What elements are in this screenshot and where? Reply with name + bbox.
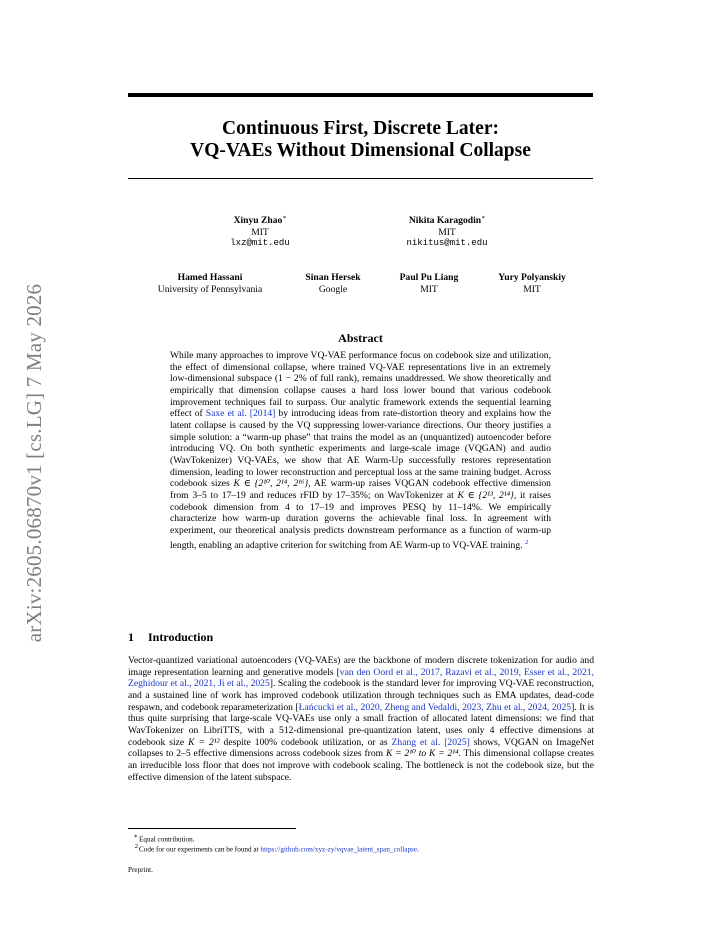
author-affiliation: MIT xyxy=(438,226,456,238)
title-line-2: VQ-VAEs Without Dimensional Collapse xyxy=(190,140,531,161)
author-affiliation: University of Pennsylvania xyxy=(157,283,263,295)
author-name: Paul Pu Liang xyxy=(399,272,459,283)
math-inline: K ∈ {2¹⁰, 2¹⁴, 2¹⁶} xyxy=(233,478,309,490)
arxiv-identifier-stamp: arXiv:2605.06870v1 [cs.LG] 7 May 2026 xyxy=(22,283,46,643)
author-email[interactable]: nikitus@mit.edu xyxy=(406,238,488,249)
paper-title xyxy=(128,118,593,162)
footnote-equal-contribution: ∗Equal contribution. xyxy=(133,833,195,844)
footnote-rule xyxy=(128,828,296,829)
author-block xyxy=(382,213,512,250)
footnote-ref-link[interactable]: 2 xyxy=(524,538,529,546)
author-block xyxy=(200,213,320,250)
title-top-rule xyxy=(128,93,593,97)
author-name: Yury Polyanskiy xyxy=(498,272,566,283)
author-email[interactable]: lxz@mit.edu xyxy=(230,238,290,249)
author-affiliation: Google xyxy=(318,283,348,295)
citation-link[interactable]: Łańcucki et al., 2020, Zheng and Vedaldi, 2023, Zhu et al., 2024, 2025 xyxy=(298,701,572,713)
math-inline: K = 2¹⁰ to K = 2¹⁴ xyxy=(385,748,459,760)
citation-link[interactable]: Zhang et al. [2025] xyxy=(391,736,470,748)
section-number: 1 xyxy=(128,630,134,644)
author-block xyxy=(140,272,280,295)
author-affiliation: MIT xyxy=(251,226,269,238)
introduction-paragraph: Vector-quantized variational autoencoders (VQ-VAEs) are the backbone of modern discrete tokenization for audio and image representation learning and generative models [van den Oord et al., 2017, Razavi et al., 2019, Esser et al., 2021, Zeghidour et al., 2021, Ji et al., 2025]. Scaling the codebook is the standard lever for improving VQ-VAE reconstruction, and a sustained line of work has improved codebook utilization through techniques such as EMA updates, dead-code respawn, and codebook reparameterization [Łańcucki et al., 2020, Zheng and Vedaldi, 2023, Zhu et al., 2024, 2025]. It is thus quite surprising that large-scale VQ-VAEs use only a small fraction of allocated latent dimensions: we find that WavTokenizer on LibriTTS, with a 512-dimensional pre-quantization latent, uses only 4 effective dimensions at codebook size K = 2¹² despite 100% codebook utilization, or as Zhang et al. [2025] shows, VQGAN on ImageNet collapses to 2–5 effective dimensions across codebook sizes from K = 2¹⁰ to K = 2¹⁴. This dimensional collapse creates an irreducible loss floor that does not improve with codebook scaling. The bottleneck is not the codebook size, but the effective dimension of the latent subspace. xyxy=(128,655,594,783)
equal-contribution-mark: ∗ xyxy=(481,215,486,221)
section-heading xyxy=(128,630,213,645)
title-bottom-rule xyxy=(128,178,593,179)
author-block xyxy=(484,272,580,295)
math-inline: K ∈ {2¹³, 2¹⁴} xyxy=(457,489,514,501)
citation-link[interactable]: Saxe et al. [2014] xyxy=(205,408,276,420)
author-name: Sinan Hersek xyxy=(305,272,361,283)
code-repository-link[interactable]: https://github.com/xyz-zy/vqvae_latent_span_collapse xyxy=(260,845,418,854)
equal-contribution-mark: ∗ xyxy=(282,215,287,221)
section-title: Introduction xyxy=(148,630,214,644)
abstract-body: While many approaches to improve VQ-VAE performance focus on codebook size and utilization, the effect of dimensional collapse, where trained VQ-VAE representations live in an extremely low-dimensional subspace (1 − 2% of full rank), remains unaddressed. We show theoretically and empirically that dimension collapse causes a hard loss lower bound that various codebook improvement techniques fail to surpass. Our analytic framework extends the sequential learning effect of Saxe et al. [2014] by introducing ideas from rate-distortion theory and explains how the latent collapse is caused by the VQ suppressing lower-variance directions. Our theory justifies a simple solution: a “warm-up phase” that trains the model as an (unquantized) autoencoder before introducing VQ. On both synthetic experiments and large-scale image (VQGAN) and audio (WavTokenizer) VQ-VAEs, we show that AE Warm-Up successfully restores representation dimension, leading to lower reconstruction and perceptual loss at the same training budget. Across codebook sizes K ∈ {2¹⁰, 2¹⁴, 2¹⁶}, AE warm-up raises VQGAN codebook effective dimension from 3–5 to 17–19 and reduces rFID by 17–35%; on WavTokenizer at K ∈ {2¹³, 2¹⁴}, it raises codebook dimension from 4 to 17–19 and improves PESQ by 11–14%. We empirically characterize how warm-up duration governs the achievable final loss. In agreement with experiment, our theoretical analysis predicts downstream performance as a function of warm-up length, enabling an adaptive criterion for switching from AE Warm-up to VQ-VAE training. $^2$ xyxy=(170,350,551,551)
footnote-code: $^2$Code for our experiments can be found at https://github.com/xyz-zy/vqvae_latent_span_collapse. xyxy=(134,843,419,854)
author-name: Hamed Hassani xyxy=(177,272,243,283)
math-inline: K = 2¹² xyxy=(188,736,220,748)
author-affiliation: MIT xyxy=(523,283,541,295)
title-line-1: Continuous First, Discrete Later: xyxy=(222,118,499,139)
abstract-heading: Abstract xyxy=(338,331,383,345)
author-name: Xinyu Zhao xyxy=(233,215,283,227)
author-block xyxy=(384,272,474,295)
preprint-label: Preprint. xyxy=(128,866,153,874)
citation-link[interactable]: van den Oord et al., 2017, Razavi et al., 2019, Esser et al., 2021, Zeghidour et al., 2021, Ji et al., 2025 xyxy=(128,666,594,690)
author-affiliation: MIT xyxy=(420,283,438,295)
author-name: Nikita Karagodin xyxy=(408,215,482,227)
author-block xyxy=(293,272,373,295)
